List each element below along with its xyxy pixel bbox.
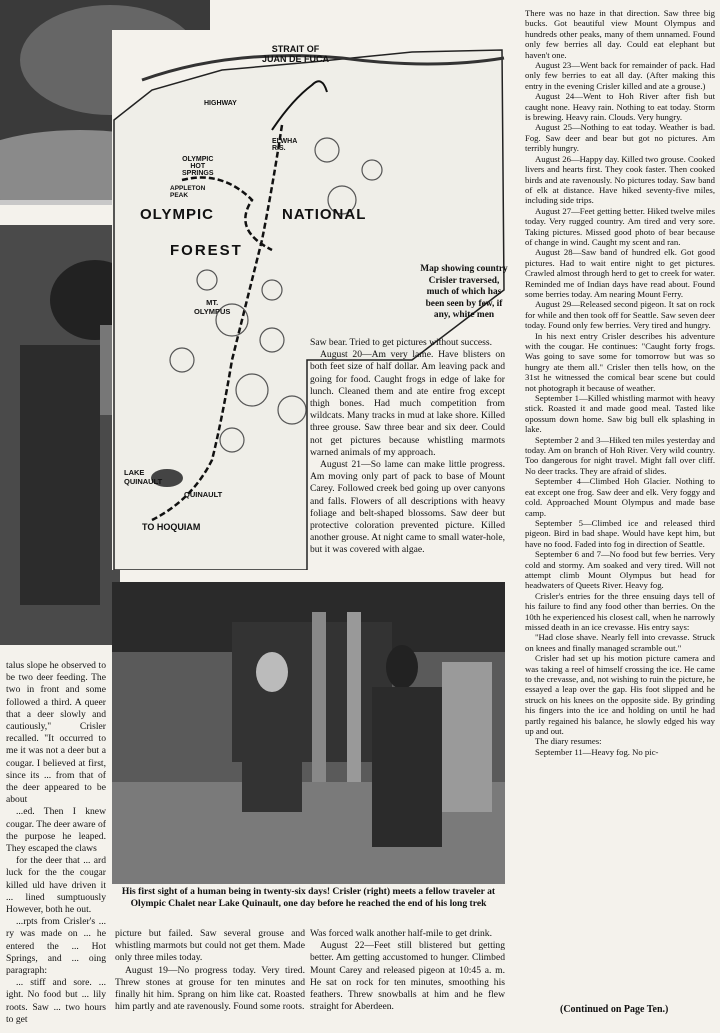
right-col-p3: August 24—Went to Hoh River after fish but caught none. Heavy rain. Nothing to eat today. Storm is brewing. Heavy rain. Clouds. Very hungry. — [525, 91, 715, 123]
mid-left-p1: picture but failed. Saw several grouse and whistling marmots but could not get them. Made only three miles today. — [115, 928, 305, 964]
map-col-p3: August 21—So lame can make little progress. Am moving only part of pack to base of Mount Carey. Followed creek bed going up over canyons and falls. Flowers of all descriptions with heavy foliage and belt-shaped blossoms. Saw deer but protective coloration prevented picture. Killed another grouse. At night came to small water-hole, but it was covered with algae. — [310, 459, 505, 556]
right-col-p4: August 25—Nothing to eat today. Weather is bad. Fog. Saw deer and bear but got no pictures. Am terribly hungry. — [525, 122, 715, 154]
mid-left-column — [115, 928, 305, 1013]
photo-caption: His first sight of a human being in twenty-six days! Crisler (right) meets a fellow traveler at Olympic Chalet near Lake Quinault, one day before he reached the end of his long trek — [121, 886, 496, 909]
mid-left-p2: August 19—No progress today. Very tired. Threw stones at grouse for ten minutes and finally hit him. Sprang on him like cat. Roasted him partly and ate ravenously. Found some roots. — [115, 964, 305, 1013]
map-label-mt-olympus: MT. OLYMPUS — [194, 298, 231, 316]
right-col-p1: There was no haze in that direction. Saw three big bucks. Got beautiful view Mount Olympus and hundreds other peaks, many of them unnamed. Found only few berries all day. Could eat elephant but haven't one. — [525, 8, 715, 60]
chalet-photo — [112, 582, 505, 884]
right-col-p2: August 23—Went back for remainder of pack. Had only few berries to eat all day. (After making this entry in the evening Crisler killed and ate a grouse.) — [525, 60, 715, 91]
map-note: Map showing country Crisler traversed, much of which has been seen by few, if any, white men — [420, 264, 508, 320]
right-col-p8: August 29—Released second pigeon. It sat on rock for while and then took off for Seattle. Saw seven deer today. Found only few berries. Very tired and hungry. — [525, 299, 715, 331]
mid-right-p1: Was forced walk another half-mile to get drink. — [310, 928, 492, 939]
mid-right-column — [310, 928, 505, 1013]
right-col-p16: "Had close shave. Nearly fell into crevasse. Struck on knees and finally managed scramble out." — [525, 632, 715, 653]
left-col-p5: ... stiff and sore. ... ight. No food but ... lily roots. Saw ... two hours to get — [6, 977, 106, 1025]
right-col-p11: September 2 and 3—Hiked ten miles yesterday and today. Am on branch of Hoh River. Very wild country. Too dangerous for night travel. Might fall over cliff. No deer tracks. They are afraid of slides. — [525, 434, 715, 476]
map-side-column — [310, 337, 505, 557]
map-label-elwha: ELWHA R.S. — [272, 138, 298, 152]
right-col-p14: September 6 and 7—No food but few berries. Very cold and stormy. Am soaked and very tired. Will not attempt climb Mount Olympus but head for headwaters of Queets River. Heavy fog. — [525, 549, 715, 591]
map-label-hoquiam: TO HOQUIAM — [142, 522, 201, 532]
right-col-p9: In his next entry Crisler describes his adventure with the cougar. He continues: "Caught forty frogs. Was going to save some for tomorrow but was so hungry ate them all." Crisler then tells how, on the 31st he witnessed the comical bear scene but could not photograph it because of weather. — [525, 330, 715, 393]
map-label-lake-quinault: LAKE QUINAULT — [124, 468, 163, 486]
right-col-p6: August 27—Feet getting better. Hiked twelve miles today. Very rugged country. Am tired and very sore. Taking pictures. Missed good photo of bear because of change in wind. Caught my scent and ran. — [525, 205, 715, 247]
chalet-photo-art — [112, 582, 505, 884]
right-col-p7: August 28—Saw band of hundred elk. Got good pictures. Had to wait entire night to get pictures. Crawled almost through herd to get to creek for water. Reminded me of Indian days have read about. Found some berries today. Am nearing Mount Ferry. — [525, 247, 715, 299]
map-col-p1: Saw bear. Tried to get pictures without success. — [310, 337, 492, 348]
left-col-p2: ...ed. Then I knew cougar. The deer aware of the purpose he leaped. They escaped the claws — [6, 806, 106, 855]
map-label-appleton: APPLETON PEAK — [170, 185, 206, 199]
map-title-national: NATIONAL — [282, 206, 367, 223]
map-label-strait: STRAIT OF JUAN DE FUCA — [262, 44, 330, 64]
right-col-p19: September 11—Heavy fog. No pic- — [535, 746, 659, 757]
right-col-p17: Crisler had set up his motion picture camera and was taking a reel of himself crossing the ice. He came to the crevasse, and, not wishing to ruin the picture, he essayed a leap over the gap. His foot slipped and he struck on his knees on the opposite side. By grinding his fingers into the ice and holding on until he had partly regained his balance, he slowly edged his way up and out. — [525, 653, 715, 737]
map-label-quinault: QUINAULT — [184, 490, 223, 499]
left-col-p4: ...rpts from Crisler's ... ry was made on ... he entered the ... Hot Springs, and ... oing paragraph: — [6, 916, 106, 977]
map-label-highway: HIGHWAY — [204, 100, 237, 107]
left-col-p1: talus slope he observed to be two deer feeding. The two in front and some followed a third. A queer that a deer slowly and cautiously," Crisler recalled. "It occurred to me it was not a deer but a cougar. I believed at first, since its ... from that of the deer appeared to be about — [6, 660, 106, 806]
right-column — [525, 8, 715, 757]
right-col-p10: September 1—Killed whistling marmot with heavy stick. Roasted it and made good meal. Tasted like opossum down home. Saw big bull elk splashing in lake. — [525, 393, 715, 435]
mid-right-p2: August 22—Feet still blistered but getting better. Am getting accustomed to hunger. Climbed Mount Carey and released pigeon at 10:45 a. m. He sat on rock for ten minutes, smoothing his feathers. Threw snowballs at him and he flew straight for Aberdeen. — [310, 940, 505, 1013]
map-label-hot-springs: OLYMPIC HOT SPRINGS — [182, 156, 214, 177]
right-col-p13: September 5—Climbed ice and released third pigeon. Bird in bad shape. Would have kept him, but have no food. Faded into fog in direction of Seattle. — [525, 517, 715, 549]
map-col-p2: August 20—Am very lame. Have blisters on both feet size of half dollar. Am leaving pack and going for food. Caught frogs in edge of lake for lunch. Cleaned them and ate entire frog except thigh bones. Had much competition from wildcats. Many tracks in mud at lake shore. Killed three grouse. Saw three bear and six deer. Could not get pictures because whistling marmots warned animals of my approach. — [310, 349, 505, 458]
right-col-p15: Crisler's entries for the three ensuing days tell of his failure to find any food other than berries. On the 10th he experienced his closest call, when he narrowly missed death in an ice crevasse. His entry says: — [525, 590, 715, 632]
left-col-p3: for the deer that ... ard luck for the the cougar killed uld have driven it ... lined sumptuously However, both he out. — [6, 855, 106, 916]
continued-note: (Continued on Page Ten.) — [560, 1004, 669, 1015]
map-title-forest: FOREST — [170, 242, 243, 259]
right-col-p12: September 4—Climbed Hoh Glacier. Nothing to eat except one frog. Saw deer and elk. Very foggy and cold. Approached Mount Olympus and made base camp. — [525, 476, 715, 518]
right-col-p18: The diary resumes: — [535, 736, 602, 747]
right-col-p5: August 26—Happy day. Killed two grouse. Cooked livers and hearts first. They cook faster. Then cooked birds and ate ravenously. No pictures today. Saw band of elk at distance. Have hiked seventy-five miles, including side trips. — [525, 153, 715, 206]
map-title-olympic: OLYMPIC — [140, 206, 214, 223]
left-column — [6, 660, 106, 1026]
